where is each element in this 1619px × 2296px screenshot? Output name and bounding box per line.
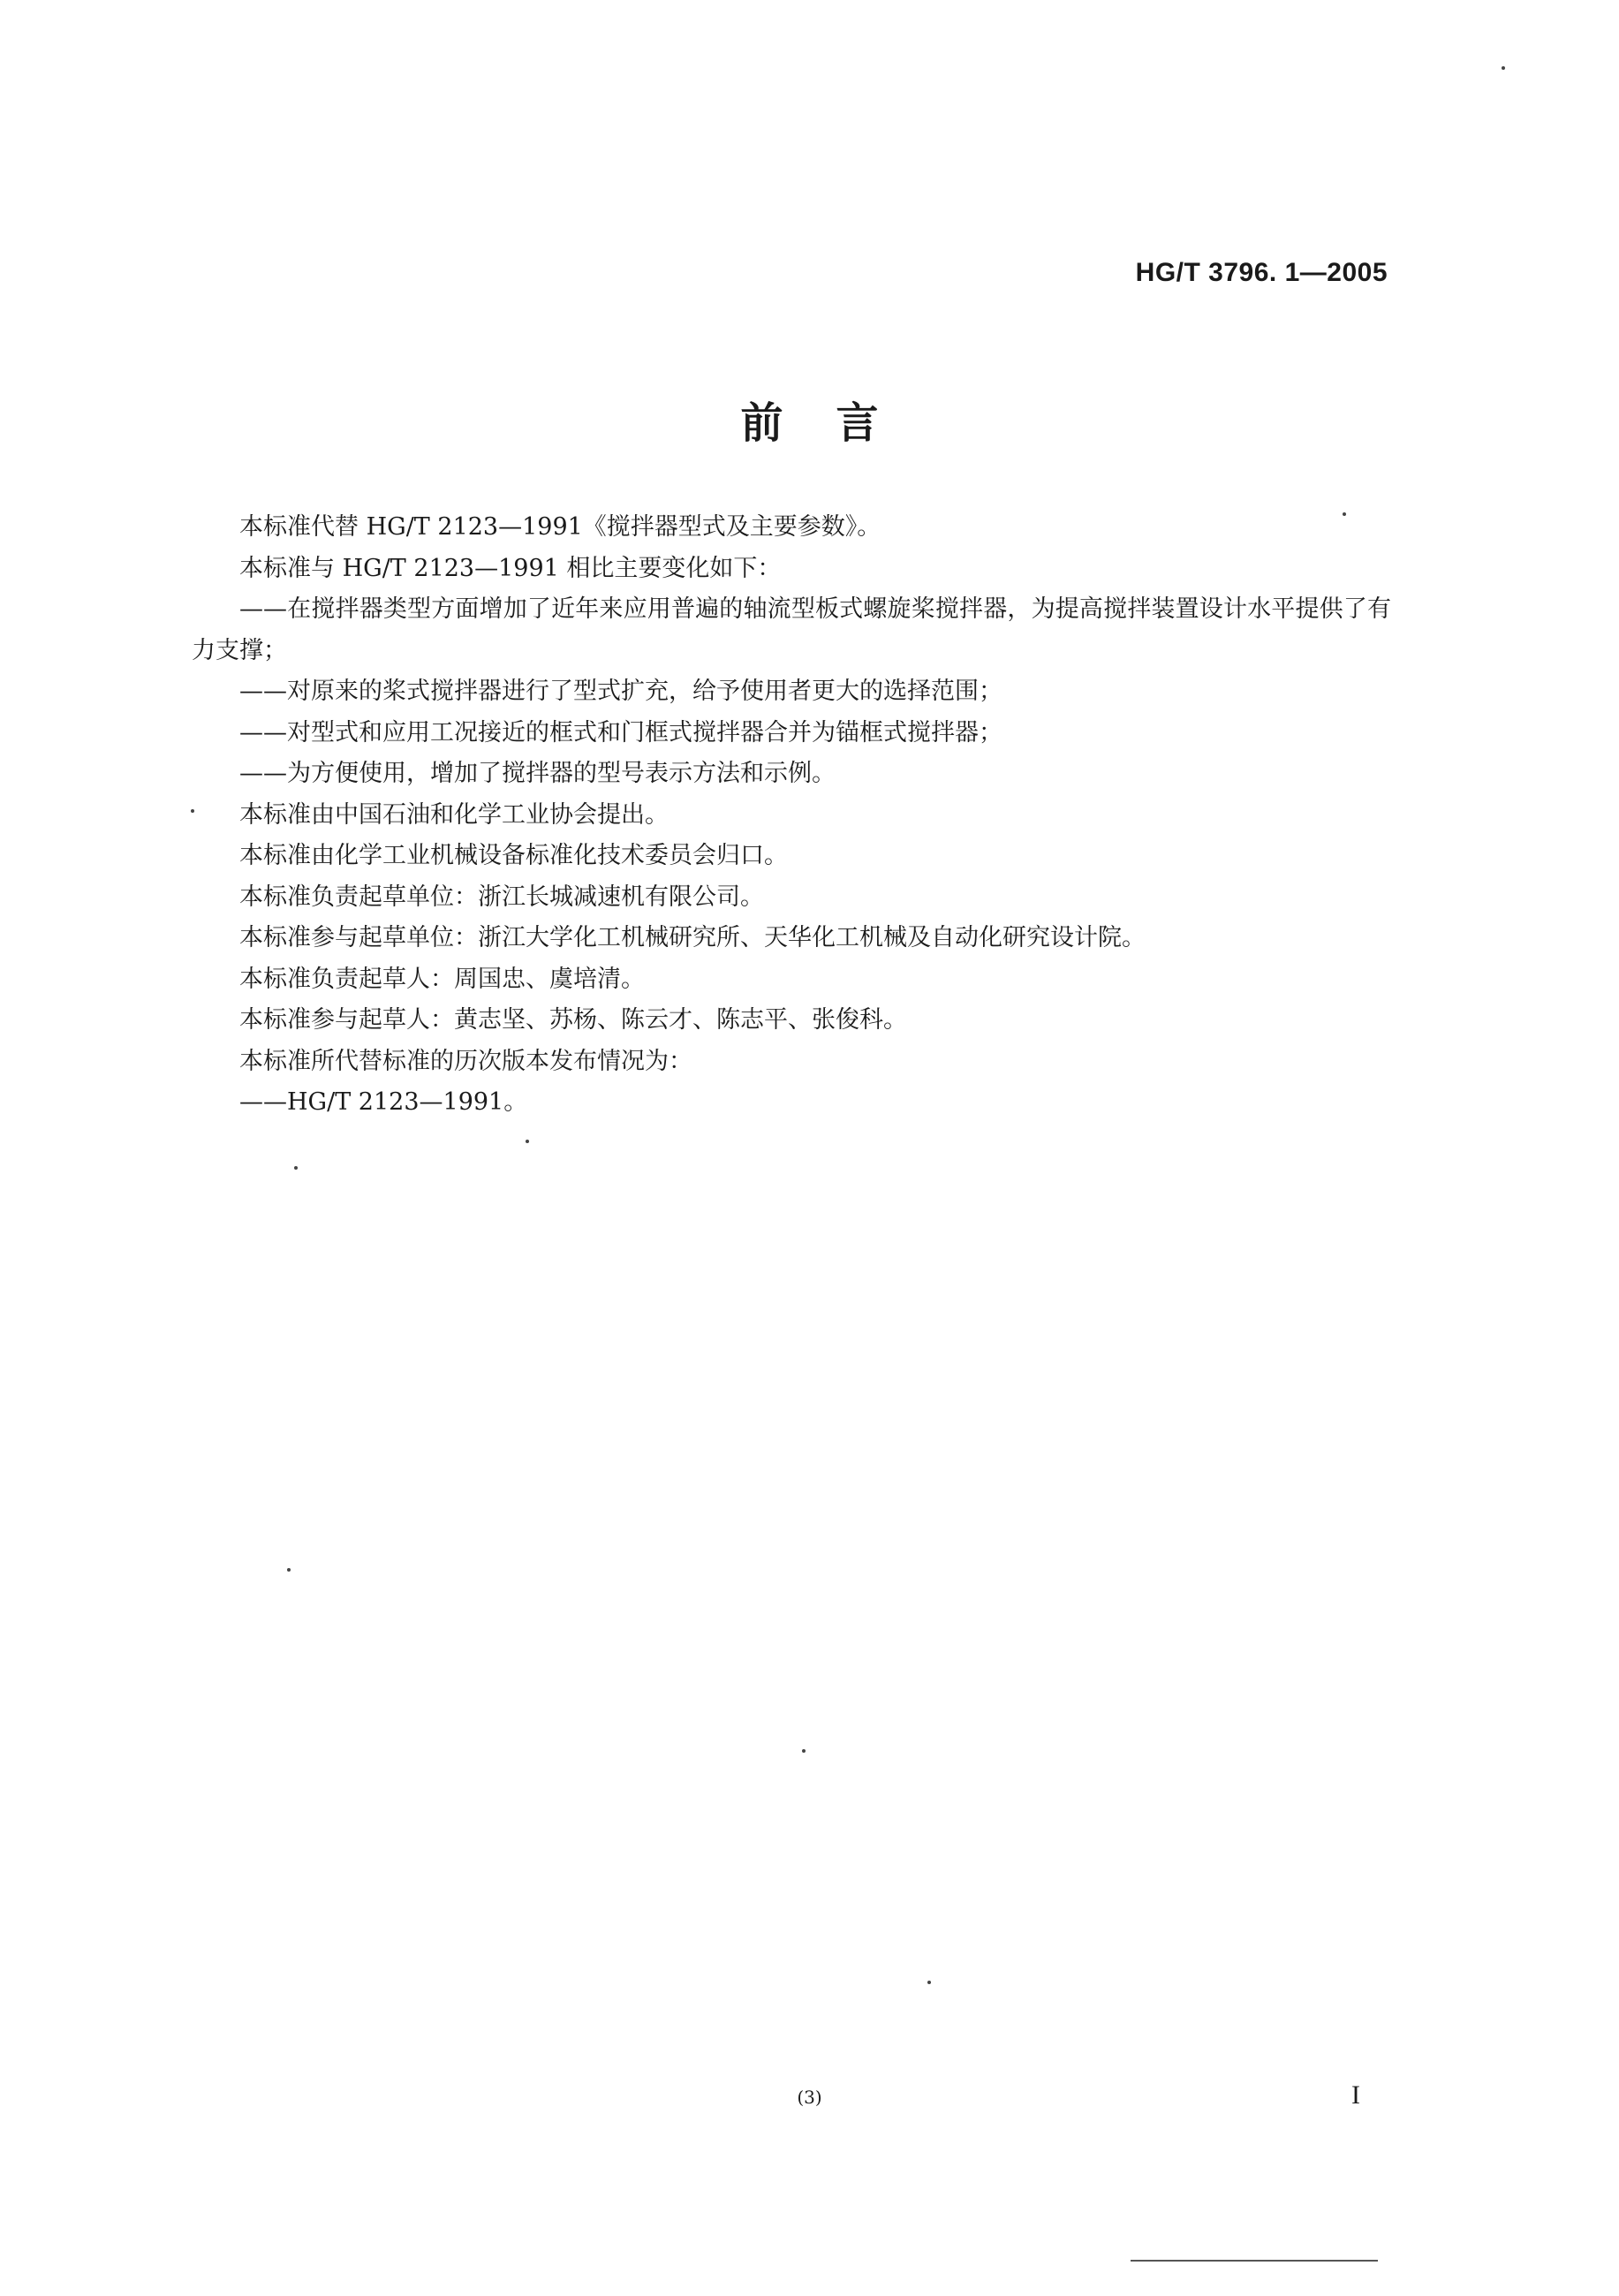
paragraph: 本标准与 HG/T 2123—1991 相比主要变化如下： [239,554,782,582]
paragraph: 本标准参与起草单位：浙江大学化工机械研究所、天华化工机械及自动化研究设计院。 [239,924,1146,951]
paragraph: 本标准由中国石油和化学工业协会提出。 [239,800,669,829]
scan-speck [1343,512,1346,516]
scan-speck [191,809,194,813]
scan-speck [294,1166,298,1170]
paragraph: ——HG/T 2123—1991。 [239,1088,528,1116]
scan-speck [802,1749,806,1753]
scan-speck [526,1140,529,1143]
foreword-body [192,507,1391,1124]
scan-speck [287,1568,291,1572]
page-marker: (3) [797,2087,822,2108]
roman-page-number: I [1351,2080,1360,2110]
paragraph: ——对型式和应用工况接近的框式和门框式搅拌器合并为锚框式搅拌器； [239,718,1002,746]
bottom-rule [1131,2260,1378,2262]
paragraph: 本标准负责起草单位：浙江长城减速机有限公司。 [239,883,764,911]
paragraph: ——对原来的桨式搅拌器进行了型式扩充，给予使用者更大的选择范围； [239,678,1002,705]
paragraph: 本标准所代替标准的历次版本发布情况为： [239,1047,692,1075]
page-title: 前言 [740,398,932,448]
paragraph: ——为方便使用，增加了搅拌器的型号表示方法和示例。 [239,760,836,787]
paragraph: 本标准参与起草人：黄志坚、苏杨、陈云才、陈志平、张俊科。 [239,1006,907,1034]
paragraph: 本标准负责起草人：周国忠、虞培清。 [239,965,645,993]
document-code: HG/T 3796. 1—2005 [1135,258,1388,287]
paragraph: ——在搅拌器类型方面增加了近年来应用普遍的轴流型板式螺旋桨搅拌器，为提高搅拌装置设计水平提供了有力支撑； [192,595,1391,664]
paragraph: 本标准代替 HG/T 2123—1991《搅拌器型式及主要参数》。 [239,513,881,541]
scan-speck [927,1981,931,1984]
paragraph: 本标准由化学工业机械设备标准化技术委员会归口。 [239,842,788,869]
scan-speck [1502,66,1505,70]
